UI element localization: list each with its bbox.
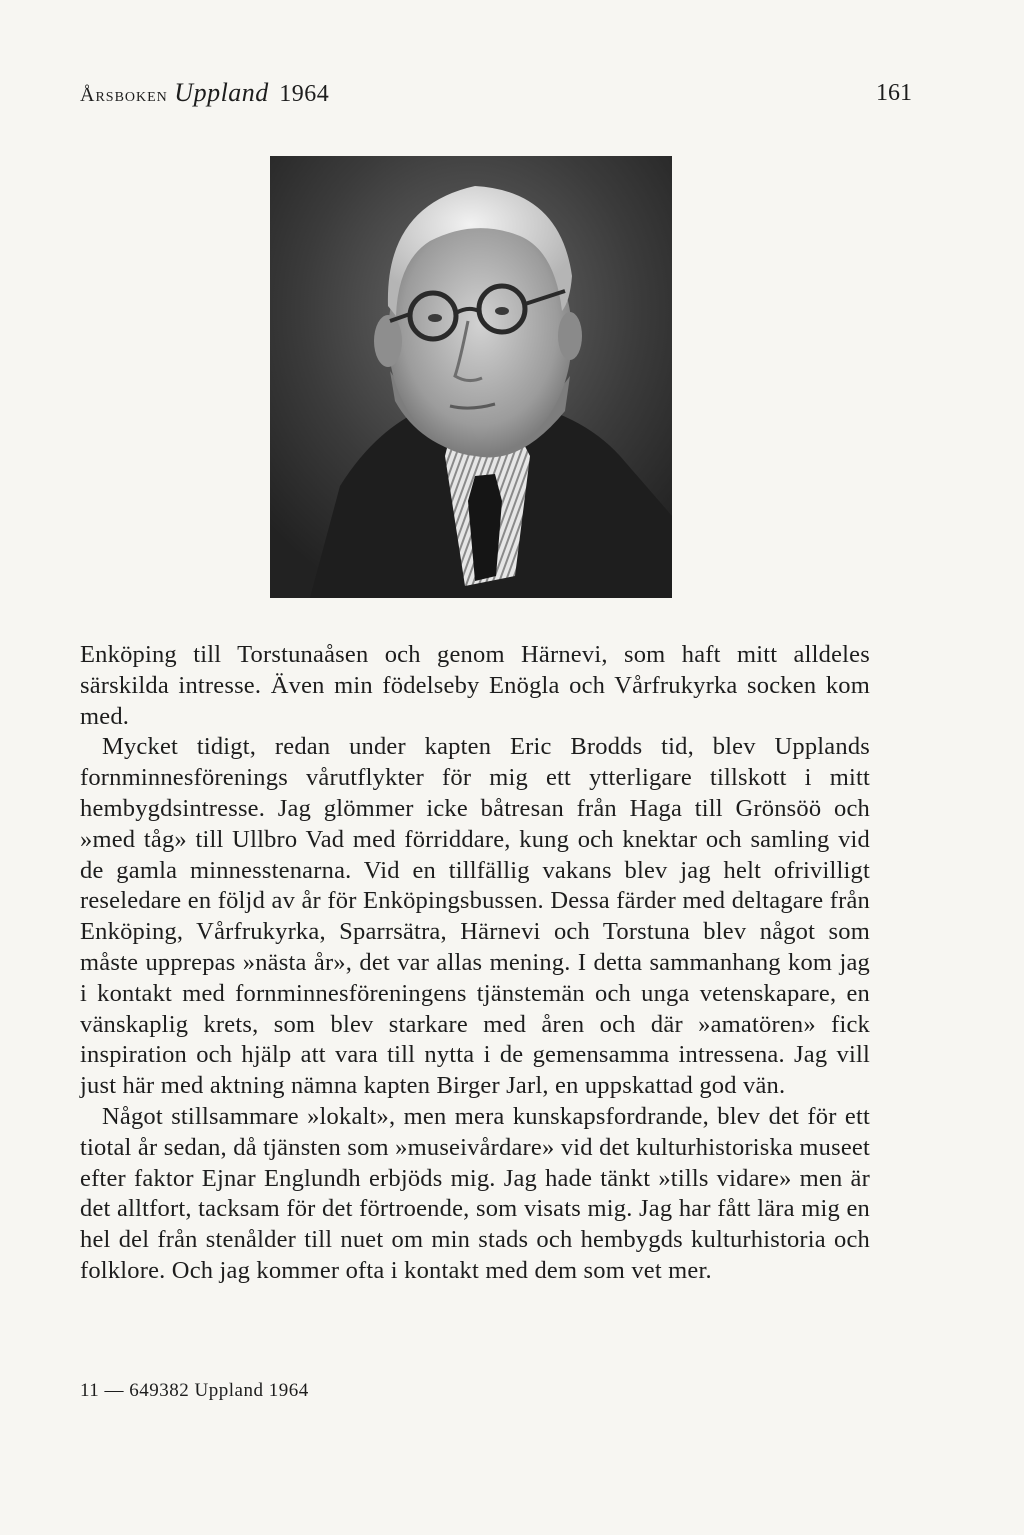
journal-year: 1964 bbox=[279, 81, 330, 107]
article-body bbox=[80, 640, 870, 1287]
running-head bbox=[80, 78, 944, 118]
page-number: 161 bbox=[876, 80, 912, 106]
portrait-illustration bbox=[270, 156, 672, 598]
printer-signature: 11 — 649382 Uppland 1964 bbox=[80, 1380, 309, 1401]
journal-name: Årsboken bbox=[80, 84, 168, 106]
paragraph: Enköping till Torstunaåsen och genom Härnevi, som haft mitt alldeles särskilda intresse. Även min födelseby Enögla och Vårfrukyrka socken kom med. bbox=[80, 641, 870, 730]
paragraph: Mycket tidigt, redan under kapten Eric Brodds tid, blev Upplands fornminnesförenings vårutflykter för mig ett ytterligare tillskott i mitt hembygdsintresse. Jag glömmer icke båtresan från Haga till Grönsöö och »med tåg» till Ullbro Vad med förriddare, kung och knektar och samling vid de gamla minnesstenarna. Vid en tillfällig vakans blev jag helt ofrivilligt reseledare en följd av år för Enköpingsbussen. Dessa färder med deltagare från Enköping, Vårfrukyrka, Sparrsätra, Härnevi och Torstuna blev något som måste upprepas »nästa år», det var allas mening. I detta sammanhang kom jag i kontakt med fornminnesföreningens tjänstemän och unga vetenskapare, en vänskaplig krets, som blev starkare med åren och där »amatören» fick inspiration och hjälp att vara till nytta i de gemensamma intressena. Jag vill just här med aktning nämna kapten Birger Jarl, en uppskattad god vän. bbox=[80, 733, 870, 1100]
journal-name-italic: Uppland bbox=[174, 78, 269, 107]
portrait-photo bbox=[270, 156, 672, 598]
journal-title bbox=[80, 78, 329, 108]
paragraph: Något stillsammare »lokalt», men mera kunskapsfordrande, blev det för ett tiotal år sedan, då tjänsten som »museivårdare» vid det kulturhistoriska museet efter faktor Ejnar Englundh erbjöds mig. Jag hade tänkt »tills vidare» men är det alltfort, tacksam för det förtroende, som visats mig. Jag har fått lära mig en hel del från stenålder till nuet om min stads och hembygds kulturhistoria och folklore. Och jag kommer ofta i kontakt med dem som vet mer. bbox=[80, 1102, 870, 1284]
